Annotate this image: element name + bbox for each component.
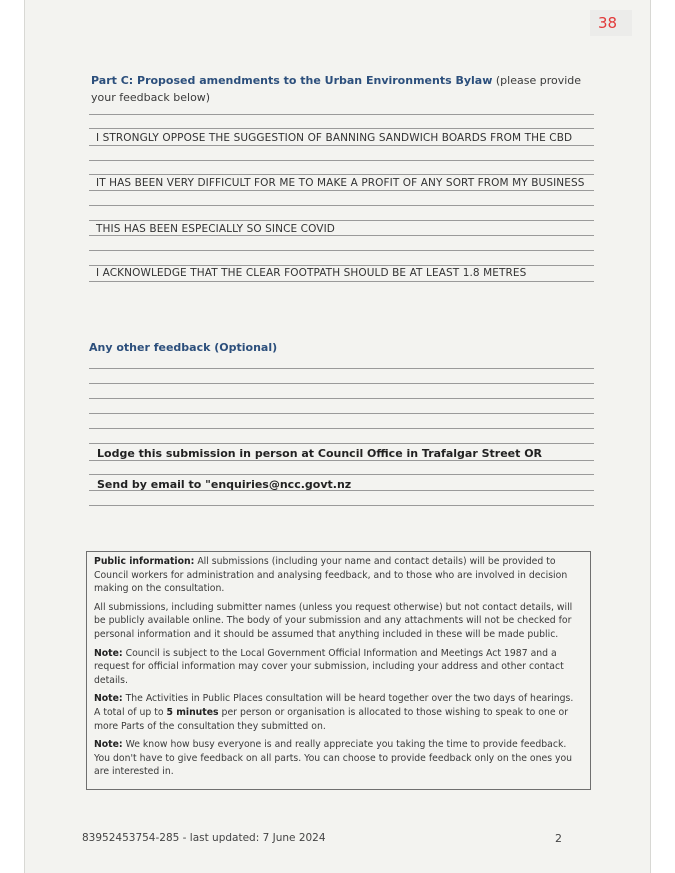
rule-line xyxy=(89,190,594,191)
part-c-instruction: (please provide your feedback below) xyxy=(91,74,582,104)
part-c-heading: Part C: Proposed amendments to the Urban Environments Bylaw xyxy=(91,74,493,87)
rule-line xyxy=(89,174,594,175)
send-by-email-text: Send by email to "enquiries@ncc.govt.nz xyxy=(97,478,352,491)
rule-line xyxy=(89,281,594,282)
page-number: 2 xyxy=(555,832,562,845)
rule-line xyxy=(89,505,594,506)
lodge-in-person-text: Lodge this submission in person at Council Office in Trafalgar Street OR xyxy=(97,447,543,460)
info-paragraph-1: Public information: All submissions (including your name and contact details) will be provided to Council workers for administration and analysing feedback, and to those who are involved in decision making on the consultation. xyxy=(94,556,568,595)
rule-line xyxy=(89,145,594,146)
rule-line xyxy=(89,128,594,129)
rule-line xyxy=(89,428,594,429)
public-information-box xyxy=(86,551,591,790)
rule-line xyxy=(89,220,594,221)
rule-line xyxy=(89,114,594,115)
info-paragraph-5: Note: We know how busy everyone is and really appreciate you taking the time to provide feedback. You don't have to give feedback on all parts. You can choose to provide feedback only on the ones you are interested in. xyxy=(94,739,573,778)
response-line-2: IT HAS BEEN VERY DIFFICULT FOR ME TO MAKE A PROFIT OF ANY SORT FROM MY BUSINESS xyxy=(96,177,585,189)
rule-line xyxy=(89,443,594,444)
info-paragraph-4: Note: The Activities in Public Places consultation will be heard together over the two days of hearings. A total of up to 5 minutes per person or organisation is allocated to those wishing to speak to one or more Parts of the consultation they submitted on. xyxy=(94,693,574,732)
response-line-3: THIS HAS BEEN ESPECIALLY SO SINCE COVID xyxy=(96,223,335,235)
rule-line xyxy=(89,398,594,399)
rule-line xyxy=(89,460,594,461)
rule-line xyxy=(89,265,594,266)
rule-line xyxy=(89,160,594,161)
info-paragraph-3: Note: Council is subject to the Local Government Official Information and Meetings Act 1987 and a request for official information may cover your submission, including your address and other contact details. xyxy=(94,647,564,686)
rule-line xyxy=(89,250,594,251)
rule-line xyxy=(89,474,594,475)
rule-line xyxy=(89,413,594,414)
rule-line xyxy=(89,235,594,236)
response-line-1: I STRONGLY OPPOSE THE SUGGESTION OF BANNING SANDWICH BOARDS FROM THE CBD xyxy=(96,132,573,144)
rule-line xyxy=(89,490,594,491)
footer-doc-reference: 83952453754-285 - last updated: 7 June 2024 xyxy=(82,832,326,844)
page-badge: 38 xyxy=(590,10,632,36)
response-line-4: I ACKNOWLEDGE THAT THE CLEAR FOOTPATH SHOULD BE AT LEAST 1.8 METRES xyxy=(96,267,527,279)
part-c-title xyxy=(91,72,591,106)
other-feedback-heading: Any other feedback (Optional) xyxy=(89,341,278,354)
rule-line xyxy=(89,205,594,206)
rule-line xyxy=(89,368,594,369)
info-paragraph-2: All submissions, including submitter names (unless you request otherwise) but not contact details, will be publicly available online. The body of your submission and any attachments will not be checked for personal information and it should be assumed that anything included in these will be made public. xyxy=(94,601,573,640)
rule-line xyxy=(89,383,594,384)
